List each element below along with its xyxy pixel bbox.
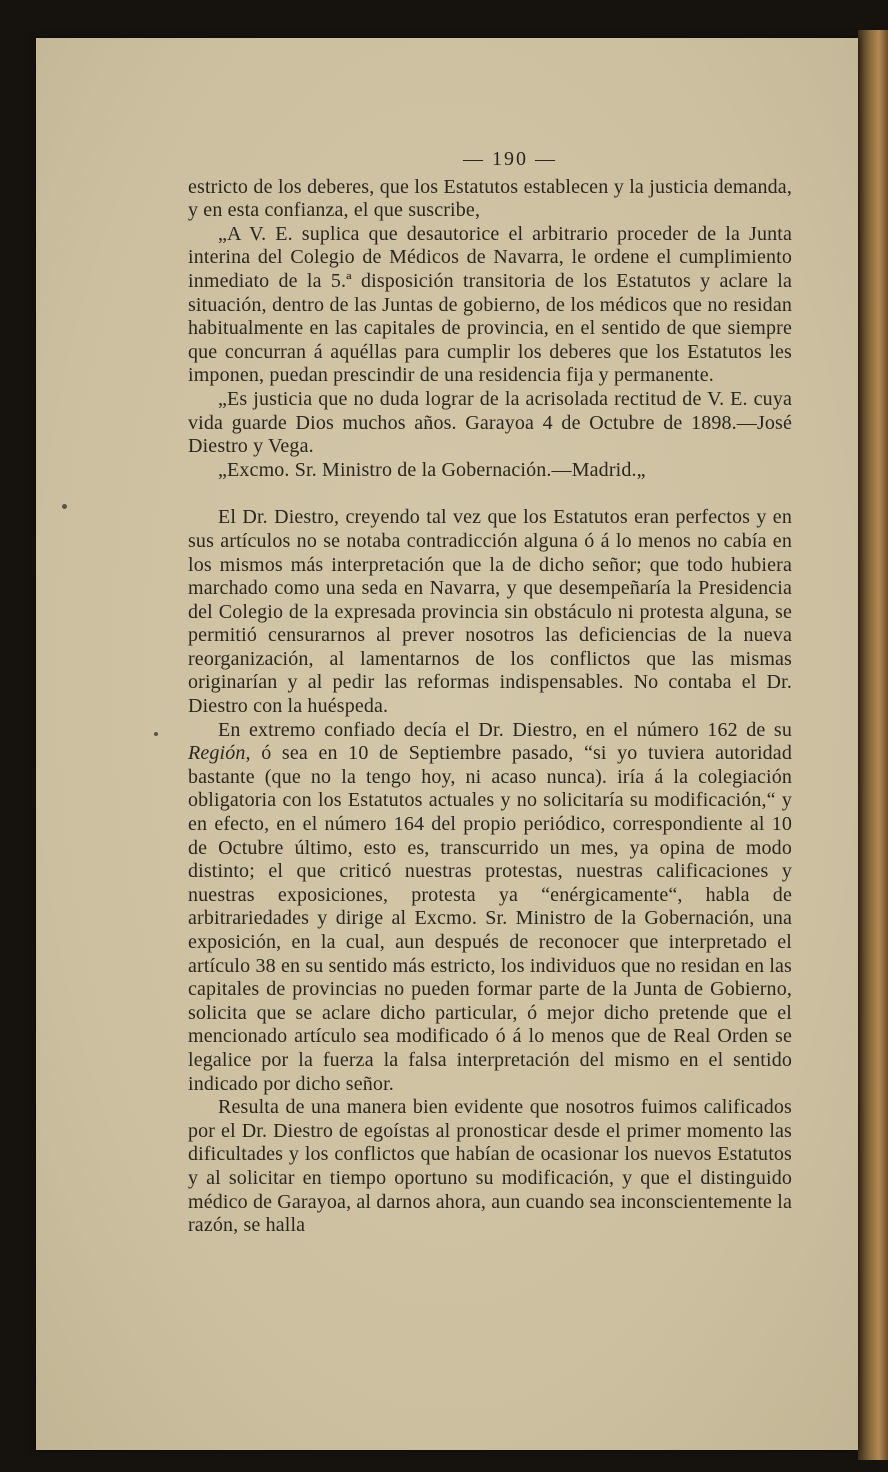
paragraph-2: „Es justicia que no duda lograr de la acrisolada rectitud de V. E. cuya vida guarde Dios muchos años. Garayoa 4 de Octubre de 1898.—José Diestro y Vega. <box>188 387 792 458</box>
paragraph-region-before: En extremo confiado decía el Dr. Diestro, en el número 162 de su <box>218 718 792 741</box>
ink-speck <box>62 504 67 509</box>
paragraph-last: Resulta de una manera bien evidente que nosotros fuimos calificados por el Dr. Diestro de egoístas al pronosticar desde el primer momento las dificultades y los conflictos que habían de ocasionar los nuevos Estatutos y al solicitar en tiempo oportuno su modificación, y que el distinguido médico de Garayoa, al darnos ahora, aun cuando sea inconscientemente la razón, se halla <box>188 1096 792 1237</box>
paragraph-1: „A V. E. suplica que desautorice el arbitrario proceder de la Junta interina del Colegio de Médicos de Navarra, le ordene el cumplimiento inmediato de la 5.ª disposición transitoria de los Estatutos y aclare la situación, dentro de las Juntas de gobierno, de los médicos que no residan habitualmente en las capitales de provincia, en el sentido de que siempre que concurran á aquéllas para cumplir los deberes que los Estatutos les imponen, puedan prescindir de una residencia fija y permanente. <box>188 222 792 387</box>
paragraph-region <box>188 719 792 1097</box>
book-page-edge <box>858 30 888 1460</box>
ink-speck <box>154 732 158 736</box>
paragraph-3: „Excmo. Sr. Ministro de la Gobernación.—Madrid.„ <box>218 458 646 481</box>
page-text <box>188 148 792 1238</box>
paragraph-region-after: ó sea en 10 de Septiembre pasado, “si yo tuviera autoridad bastante (que no la tengo hoy, ni acaso nunca). iría á la colegiación obligatoria con los Estatutos actuales y no solicitaría su modificación,“ y en efecto, en el número 164 del propio periódico, correspondiente al 10 de Octubre último, esto es, transcurrido un mes, ya opina de modo distinto; el que criticó nuestras protestas, nuestras calificaciones y nuestras exposiciones, protesta ya “enérgicamente“, habla de arbitrariedades y dirige al Excmo. Sr. Ministro de la Gobernación, una exposición, en la cual, aun después de reconocer que interpretado el artículo 38 en su sentido más estricto, los individuos que no residan en las capitales de provincias no pueden formar parte de la Junta de Gobierno, solicita que se aclare dicho particular, ó mejor dicho pretende que el mencionado artículo sea modificado ó á lo menos que de Real Orden se legalice por la fuerza la falsa interpretación del mismo en el sentido indicado por dicho señor. <box>188 742 792 1095</box>
paragraph-4: El Dr. Diestro, creyendo tal vez que los Estatutos eran perfectos y en sus artículos no se notaba contradicción alguna ó á lo menos no cabía en los mismos más interpretación que la de dicho señor; que todo hubiera marchado como una seda en Navarra, y que desempeñaría la Presidencia del Colegio de la expresada provincia sin obstáculo ni protesta alguna, se permitió censurarnos al prever nosotros las deficiencias de la nueva reorganización, al lamentarnos de los conflictos que las mismas originarían y al pedir las reformas indispensables. No contaba el Dr. Diestro con la huéspeda. <box>188 506 792 718</box>
paragraph-0: estricto de los deberes, que los Estatutos establecen y la justicia demanda, y en esta confianza, el que suscribe, <box>188 175 792 222</box>
paragraph-gap <box>188 482 792 506</box>
newspaper-title: Región, <box>188 742 251 765</box>
page-number: — 190 — <box>463 148 557 170</box>
